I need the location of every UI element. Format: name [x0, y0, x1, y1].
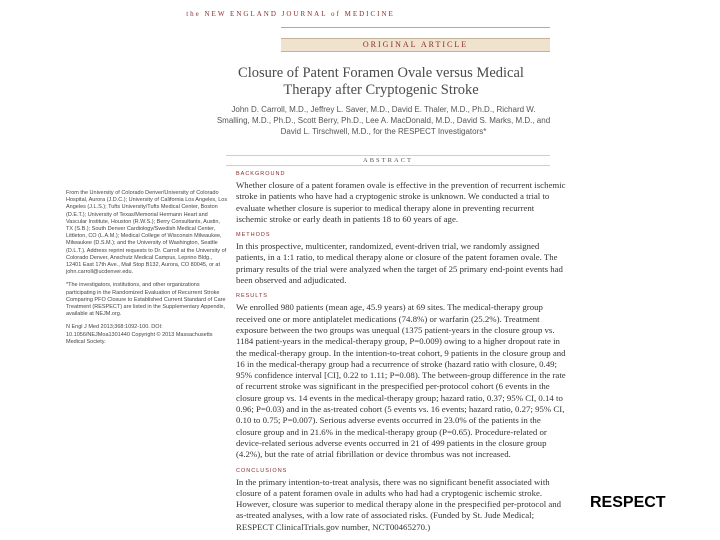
- investigators-note: *The investigators, institutions, and other organizations participating in the Randomized Evaluation of Recurrent Stroke Comparing PFO Closure to Established Current Standard of Care Treatment (RESPECT) are listed in the Supplementary Appendix, available at NEJM.org.: [66, 282, 226, 318]
- article-title: Closure of Patent Foramen Ovale versus Medical Therapy after Cryptogenic Stroke: [238, 65, 524, 98]
- methods-text: In this prospective, multicenter, randomized, event-driven trial, we randomly assigned patients, in a 1:1 ratio, to medical therapy alone or closure of the patent foramen ovale. The primary results of the trial were analyzed when the target of 25 primary end-point events had been observed and adjudicated.: [236, 241, 563, 286]
- slide-label: RESPECT: [590, 494, 666, 511]
- results-heading: RESULTS: [236, 293, 268, 300]
- journal-header: the NEW ENGLAND JOURNAL of MEDICINE: [186, 10, 395, 18]
- abstract-body: [236, 170, 566, 539]
- conclusions-heading: CONCLUSIONS: [236, 467, 288, 474]
- article-type-label: ORIGINAL ARTICLE: [281, 38, 550, 52]
- author-list: John D. Carroll, M.D., Jeffrey L. Saver, M.D., David E. Thaler, M.D., Ph.D., Richard W. Smalling, M.D., Ph.D., Scott Berry, Ph.D., Lee A. MacDonald, M.D., David S. Marks, M.D., and David L. Tirschwell, M.D., for the RESPECT Investigators*: [216, 105, 551, 136]
- citation-info: N Engl J Med 2013;368:1092-100. DOI: 10.1056/NEJMoa1301440 Copyright © 2013 Massachusetts Medical Society.: [66, 324, 213, 345]
- methods-heading: METHODS: [236, 232, 271, 239]
- header-divider: [281, 27, 550, 28]
- abstract-heading: ABSTRACT: [226, 155, 550, 166]
- results-text: We enrolled 980 patients (mean age, 45.9 years) at 69 sites. The medical-therapy group received one or more antiplatelet medications (74.8%) or warfarin (25.2%). Treatment exposure between the two groups was unequal (1375 patient-years in the closure group vs. 1184 patient-years in the medical-therapy group, P=0.009) owing to a higher dropout rate in the medical-therapy group. In the intention-to-treat cohort, 9 patients in the closure group and 16 in the medical-therapy group had a recurrence of stroke (hazard ratio with closure, 0.49; 95% confidence interval [CI], 0.22 to 1.11; P=0.08). The between-group difference in the rate of recurrent stroke was significant in the prespecified per-protocol cohort (6 events in the closure group vs. 14 events in the medical-therapy group; hazard ratio, 0.37; 95% CI, 0.14 to 0.96; P=0.03) and in the as-treated cohort (5 events vs. 16 events; hazard ratio, 0.27; 95% CI, 0.10 to 0.75; P=0.007). Serious adverse events occurred in 23.0% of the patients in the closure group and in 21.6% in the medical-therapy group (P=0.65). Procedure-related or device-related serious adverse events occurred in 21 of 499 patients in the closure group (4.2%), but the rate of atrial fibrillation or device thrombus was not increased.: [236, 302, 566, 460]
- article-page: [31, 0, 566, 532]
- affiliations-column: [66, 190, 228, 352]
- conclusions-text: In the primary intention-to-treat analysis, there was no significant benefit associated with closure of a patent foramen ovale in adults who had had a cryptogenic ischemic stroke. However, closure was superior to medical therapy alone in the prespecified per-protocol and as-treated analyses, with a low rate of associated risks. (Funded by St. Jude Medical; RESPECT ClinicalTrials.gov number, NCT00465270.): [236, 476, 562, 532]
- affiliation-text: From the University of Colorado Denver/University of Colorado Hospital, Aurora (J.D.C.); University of California Los Angeles, Los Angeles (J.L.S.); Tufts University/Tufts Medical Center, Boston (D.E.T.); University of Texas/Memorial Hermann Heart and Vascular Institute, Houston (R.W.S.); Berry Consultants, Austin, TX (S.B.); South Denver Cardiology/Swedish Medical Center, Littleton, CO (L.A.M.); Medical College of Wisconsin Milwaukee, Milwaukee (D.S.M.); and the University of Washington, Seattle (D.L.T.). Address reprint requests to Dr. Carroll at the University of Colorado Denver, Anschutz Medical Campus, Leprino Bldg., 12401 East 17th Ave., Mail Stop B132, Aurora, CO 80045, or at john.carroll@ucdenver.edu.: [66, 190, 228, 276]
- background-heading: BACKGROUND: [236, 171, 286, 177]
- background-text: Whether closure of a patent foramen ovale is effective in the prevention of recurrent ischemic stroke in patients who have had a cryptogenic stroke is unknown. We conducted a trial to evaluate whether closure is superior to medical therapy alone in preventing recurrent ischemic stroke or early death in patients 18 to 60 years of age.: [236, 180, 566, 224]
